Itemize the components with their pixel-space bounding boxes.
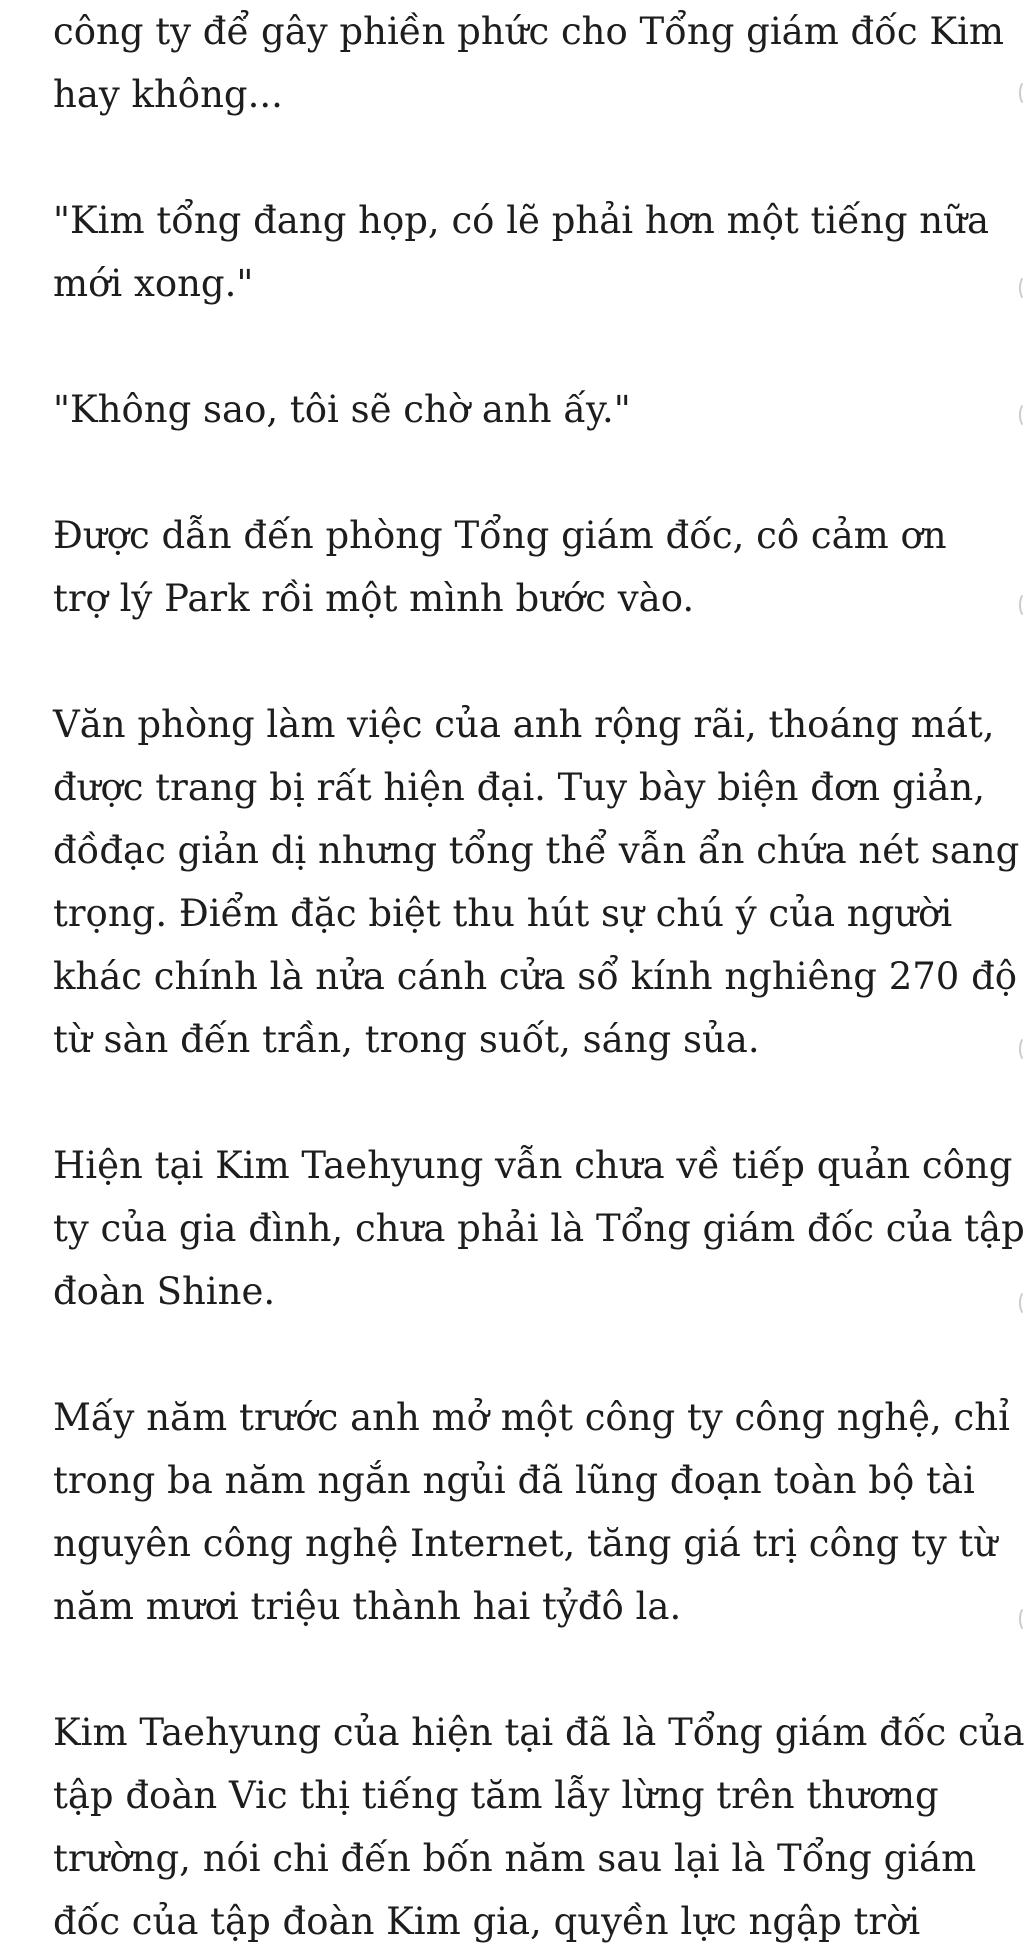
text-line: Được dẫn đến phòng Tổng giám đốc, cô cảm ơn [53,514,947,557]
text-line: "Không sao, tôi sẽ chờ anh ấy." [53,388,631,431]
comment-markers [1015,0,1029,1920]
comment-marker-icon[interactable] [1019,275,1033,301]
paragraph-7 [53,1386,1015,1638]
text-line: Mấy năm trước anh mở một công ty công nghệ, chỉ [53,1396,1010,1439]
text-line: mới xong." [53,262,254,305]
comment-marker-icon[interactable] [1019,1036,1033,1062]
text-line: tập đoàn Vic thị tiếng tăm lẫy lừng trên thương [53,1774,939,1817]
paragraph-8 [53,1701,1025,1953]
text-line: trọng. Điểm đặc biệt thu hút sự chú ý của người [53,892,953,935]
text-line: được trang bị rất hiện đại. Tuy bày biện đơn giản, [53,766,985,809]
text-line: trường, nói chi đến bốn năm sau lại là Tổng giám [53,1837,977,1880]
paragraph-6 [53,1134,1025,1323]
text-line: ty của gia đình, chưa phải là Tổng giám đốc của tập [53,1207,1025,1250]
text-line: trong ba năm ngắn ngủi đã lũng đoạn toàn bộ tài [53,1459,975,1502]
comment-marker-icon[interactable] [1019,592,1033,618]
text-line: nguyên công nghệ Internet, tăng giá trị công ty từ [53,1522,998,1565]
comment-marker-icon[interactable] [1019,1606,1033,1632]
text-line: trợ lý Park rồi một mình bước vào. [53,577,695,620]
comment-marker-icon[interactable] [1019,80,1033,106]
text-line: khác chính là nửa cánh cửa sổ kính nghiêng 270 độ [53,955,1018,998]
text-line: từ sàn đến trần, trong suốt, sáng sủa. [53,1018,760,1061]
text-line: đốc của tập đoàn Kim gia, quyền lực ngập trời [53,1900,921,1943]
text-line: đồđạc giản dị nhưng tổng thể vẫn ẩn chứa nét sang [53,829,1020,872]
comment-marker-icon[interactable] [1019,1290,1033,1316]
text-line: Văn phòng làm việc của anh rộng rãi, thoáng mát, [53,703,995,746]
text-line: hay không... [53,73,283,116]
text-line: "Kim tổng đang họp, có lẽ phải hơn một tiếng nữa [53,199,990,242]
text-line: Kim Taehyung của hiện tại đã là Tổng giám đốc của [53,1711,1025,1754]
text-line: đoàn Shine. [53,1270,276,1313]
paragraph-5 [53,693,1020,1071]
paragraph-2 [53,189,1015,315]
text-line: Hiện tại Kim Taehyung vẫn chưa về tiếp quản công [53,1144,1013,1187]
paragraph-3 [53,378,1015,441]
article-body [53,0,1025,1953]
text-line: công ty để gây phiền phức cho Tổng giám đốc Kim [53,10,1004,53]
text-line: năm mươi triệu thành hai tỷđô la. [53,1585,682,1628]
comment-marker-icon[interactable] [1019,402,1033,428]
paragraph-4 [53,504,1015,630]
paragraph-1 [53,0,1015,126]
